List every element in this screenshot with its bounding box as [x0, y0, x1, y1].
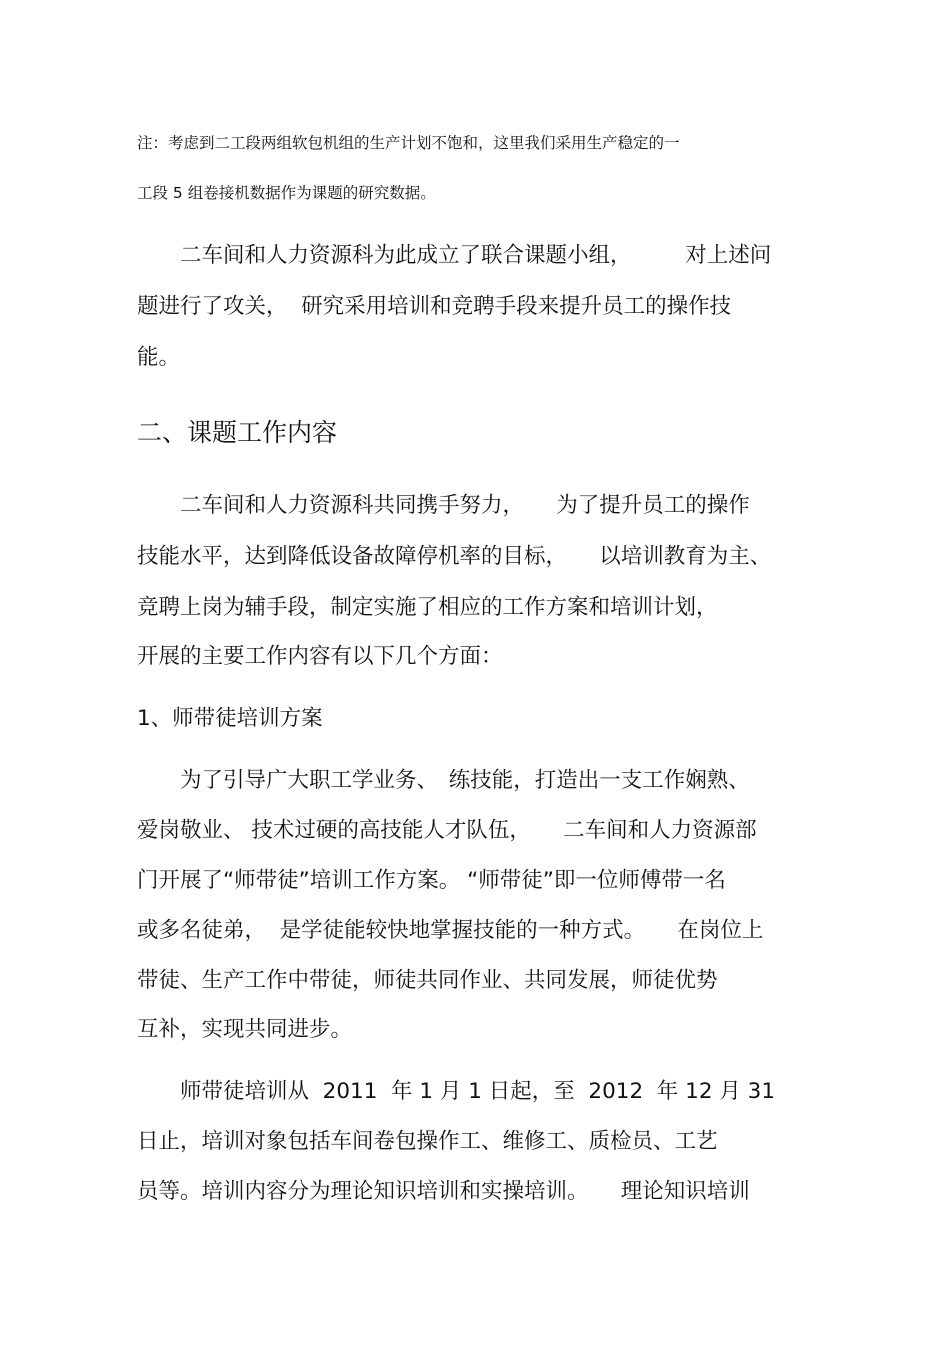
paragraph-line: 开展的主要工作内容有以下几个方面： [137, 644, 503, 669]
paragraph-line: 技能水平，达到降低设备故障停机率的目标， 以培训教育为主、 [137, 544, 772, 569]
section-heading: 二、课题工作内容 [137, 418, 338, 447]
paragraph-line: 题进行了攻关， 研究采用培训和竞聘手段来提升员工的操作技 [137, 294, 732, 319]
paragraph-line: 带徒、生产工作中带徒，师徒共同作业、共同发展，师徒优势 [137, 968, 718, 993]
paragraph-line: 互补，实现共同进步。 [137, 1017, 353, 1042]
paragraph-line: 员等。培训内容分为理论知识培训和实操培训。 理论知识培训 [137, 1179, 750, 1204]
paragraph-line: 为了引导广大职工学业务、 练技能，打造出一支工作娴熟、 [137, 768, 750, 793]
note-line: 注：考虑到二工段两组软包机组的生产计划不饱和，这里我们采用生产稳定的一 [137, 134, 680, 152]
subheading: 1、师带徒培训方案 [137, 706, 323, 731]
paragraph-line: 二车间和人力资源科共同携手努力， 为了提升员工的操作 [137, 493, 750, 518]
paragraph-line: 能。 [137, 345, 181, 370]
note-line: 工段 5 组卷接机数据作为课题的研究数据。 [137, 184, 436, 202]
paragraph-line: 二车间和人力资源科为此成立了联合课题小组， 对上述问 [137, 243, 772, 268]
paragraph-line: 竞聘上岗为辅手段，制定实施了相应的工作方案和培训计划， [137, 595, 718, 620]
paragraph-line: 爱岗敬业、 技术过硬的高技能人才队伍， 二车间和人力资源部 [137, 818, 757, 843]
paragraph-line: 或多名徒弟， 是学徒能较快地掌握技能的一种方式。 在岗位上 [137, 918, 764, 943]
paragraph-line: 门开展了“师带徒”培训工作方案。 “师带徒”即一位师傅带一名 [137, 868, 726, 893]
paragraph-line: 日止，培训对象包括车间卷包操作工、维修工、质检员、工艺 [137, 1129, 718, 1154]
paragraph-line: 师带徒培训从 2011 年 1 月 1 日起，至 2012 年 12 月 31 [137, 1079, 776, 1104]
